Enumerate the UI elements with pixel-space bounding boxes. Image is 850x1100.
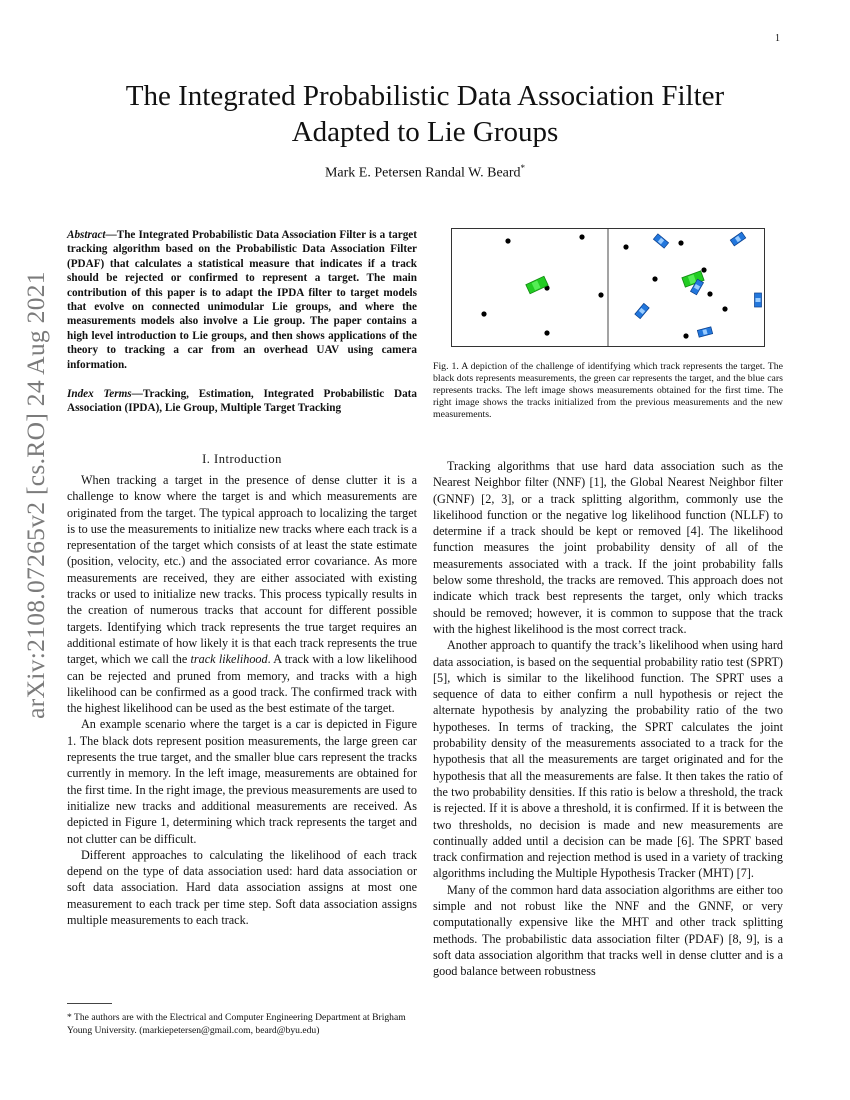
authors — [0, 163, 850, 182]
paragraph-text: . A track with a low likelihood can be rejected and pruned from memory, and tracks with a high likelihood can be confirmed as a good track. The confirmed track with the highest likelihood can be used as the best estimate of the target. — [67, 652, 418, 716]
page-number: 1 — [775, 33, 780, 44]
track-car-blue — [730, 232, 745, 246]
abstract — [67, 228, 417, 372]
paragraph: An example scenario where the target is a car is depicted in Figure 1. The black dots represent position measurements, the large green car represents the true target, and the smaller blue cars represent the tracks currently in memory. In the left image, measurements are obtained for the first time. In the right image, the previous measurements are used to initialize new tracks and additional measurements are received. As depicted in Figure 1, determining which track represents the target and not clutter can be difficult. — [67, 717, 417, 846]
intro-left-column — [67, 472, 417, 928]
track-car-blue — [755, 293, 762, 307]
measurement-dot — [623, 244, 628, 249]
measurement-dot — [544, 330, 549, 335]
index-terms — [67, 387, 417, 416]
paragraph: Different approaches to calculating the likelihood of each track depend on the type of data association used: hard data association or soft data association. Hard data association assigns at most one measurement to each track per time step. Soft data association assigns multiple measurements to each track. — [67, 847, 417, 928]
measurement-dot — [652, 276, 657, 281]
title-line-1: The Integrated Probabilistic Data Association Filter — [125, 80, 725, 112]
measurement-dot — [701, 267, 706, 272]
measurement-dot — [505, 238, 510, 243]
target-car-green — [526, 276, 548, 294]
measurement-dot — [722, 306, 727, 311]
footnote: * The authors are with the Electrical and Computer Engineering Department at Brigham Young University. (markiepetersen@gmail.com, beard@byu.edu) — [67, 1012, 406, 1036]
track-car-blue — [653, 234, 668, 248]
abstract-text: —The Integrated Probabilistic Data Association Filter is a target tracking algorithm based on the Probabilistic Data Association Filter (PDAF) that calculates a statistical measure that indicates if a track should be rejected or confirmed to represent a target. The main contribution of this paper is to adapt the IPDA filter to target models that evolve on connected unimodular Lie groups, and where the measurements models also involve a Lie group. The paper contains a high level introduction to Lie groups, and then shows applications of the theory to tracking a car from an overhead UAV using camera information. — [67, 229, 417, 371]
measurement-dot — [683, 333, 688, 338]
abstract-label: Abstract — [67, 229, 106, 241]
index-terms-text: —Tracking, Estimation, Integrated Probabilistic Data Association (IPDA), Lie Group, Multiple Target Tracking — [67, 388, 417, 415]
measurement-dot — [678, 240, 683, 245]
paragraph: Another approach to quantify the track’s likelihood when using hard data association, is based on the sequential probability ratio test (SPRT) [5], which is similar to the likelihood function. The SPRT uses a sequence of data to either confirm a null hypothesis or reject the alternate hypothesis by analyzing the probability ratio of the two hypotheses. In terms of tracking, the SPRT calculates the joint probability density of the measurements associated to a track for the hypothesis that all the measurements are target originated and for the hypothesis that all the measurements are false. It then takes the ratio of the two probability densities. If this ratio is below a threshold, the track is rejected. If it is above a threshold, it is confirmed. If it is between the two thresholds, no decision is made and new measurements are continually added until a decision can be made [6]. The SPRT based track confirmation and rejection method is used in a variety of tracking algorithms including the Multiple Hypothesis Tracker (MHT) [7]. — [433, 638, 783, 881]
track-car-blue — [635, 303, 649, 318]
measurement-dot — [707, 291, 712, 296]
measurement-dot — [481, 311, 486, 316]
arxiv-identifier: arXiv:2108.07265v2 [cs.RO] 24 Aug 2021 — [21, 271, 50, 719]
footnote-rule — [67, 1003, 112, 1004]
measurement-dot — [579, 234, 584, 239]
track-car-blue — [697, 327, 712, 337]
measurement-dot — [598, 292, 603, 297]
figure-1-caption: Fig. 1. A depiction of the challenge of identifying which track represents the target. The black dots represents measurements, the green car represents the target, and the blue cars represents tracks. The left image shows measurements obtained for the first time. The right image shows the tracks initialized from the previous measurements and the new measurements. — [433, 361, 783, 420]
paragraph — [67, 472, 417, 716]
arxiv-sidebar — [6, 271, 66, 719]
paragraph: Many of the common hard data association algorithms are either too simple and not robust like the NNF and the GNNF, or very computationally expensive like the MHT and other track splitting methods. The probabilistic data association filter (PDAF) [8, 9], is a soft data association algorithm that tracks well in dense clutter and is a good balance between robustness — [433, 882, 783, 979]
author-footnote-mark: * — [520, 163, 526, 173]
paper-title — [60, 78, 790, 150]
figure-1-illustration — [452, 229, 765, 346]
index-terms-label: Index Terms — [67, 388, 132, 400]
emphasis-term: track likelihood — [190, 652, 268, 667]
paragraph: Tracking algorithms that use hard data association such as the Nearest Neighbor filter (NNF) [1], the Global Nearest Neighbor filter (GNNF) [2, 3], or a track splitting algorithm, commonly use the likelihood function or the negative log likelihood function (NLLF) to determine if a track should be kept or removed [4]. The likelihood function measures the joint probability density of all of the measurements associated with a track. If the joint probability falls below some threshold, the tracks are removed. This approach does not indicate which track best represents the target, only which tracks should be removed; however, it is common to suppose that the track with the highest likelihood is the most correct track. — [433, 459, 783, 636]
section-heading-introduction: I. Introduction — [202, 452, 282, 466]
title-line-2: Adapted to Lie Groups — [291, 116, 559, 148]
author-names: Mark E. Petersen Randal W. Beard — [324, 165, 521, 181]
intro-right-column — [433, 458, 783, 980]
paragraph-text: When tracking a target in the presence of dense clutter it is a challenge to know where the target is and which measurements are originated from the target. The typical approach to localizing the target is to use the measurements to initialize new tracks where each track is a representation of the target which consists of at least the state estimate (position, velocity, etc.) and the associated error covariance. As more measurements are received, they are either associated with existing tracks or used to initialize new tracks. This process typically results in the creation of numerous tracks that account for different possible targets. Identifying which track represents the true target requires an additional estimate of how likely it is that each track represents the true target, which we call the — [67, 473, 417, 667]
figure-1 — [451, 228, 765, 347]
